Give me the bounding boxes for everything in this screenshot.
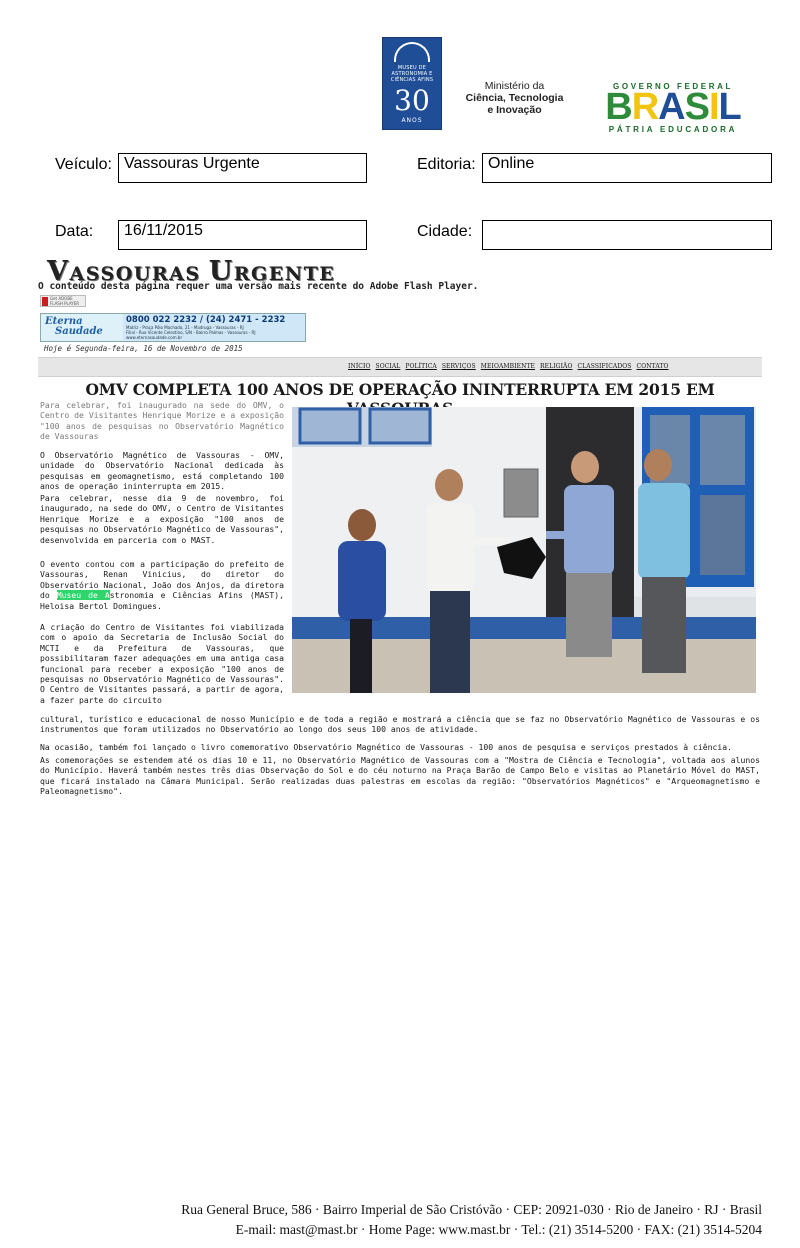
data-field: 16/11/2015 [118,220,367,250]
ad-brand: Eterna Saudade [41,314,123,341]
mast-logo-number: 30 [394,83,430,117]
vassouras-urgente-masthead: VASSOURAS URGENTE [47,256,336,287]
mast-footer [170,1200,762,1240]
flash-icon [42,297,48,306]
mcti-line-3: e Inovação [487,104,542,116]
footer-address: Rua General Bruce, 586 · Bairro Imperial de São Cristóvão · CEP: 20921-030 · Rio de Janeiro · RJ · Brasil [181,1202,762,1217]
mcti-line-1: Ministério da [484,80,545,92]
article-headline: OMV COMPLETA 100 ANOS DE OPERAÇÃO ININTERRUPTA EM 2015 EM [85,380,715,399]
nav-religiao[interactable]: RELIGIÃO [540,363,573,370]
eterna-saudade-ad [40,313,306,342]
ad-phone: 0800 022 2232 / (24) 2471 - 2232 [126,315,286,325]
article-paragraph-4: A criação do Centro de Visitantes foi viabilizada com o apoio da Secretaria de Inclusão Social do MCTI e da Prefeitura de Vassouras, que possibilitaram fazer adequações em uma antiga casa funcional para receber a exposição "100 anos de pesquisas no Observatório Magnético de Vassouras". O Centro de Visitantes passará, a partir de agora, a fazer parte do circuito [40,622,284,705]
veiculo-label: Veículo: [55,156,112,173]
governo-federal-label: GOVERNO FEDERAL [613,82,733,91]
site-nav-bar [38,357,762,377]
governo-federal-brasil-logo [592,82,754,134]
editoria-label: Editoria: [417,156,476,173]
ad-address-2: Filial - Rua Vicente Celestino, S/N - Bairro Palmas - Vassouras - RJ [126,330,256,335]
article-lead: Para celebrar, foi inaugurado na sede do OMV, o Centro de Visitantes Henrique Morize e a exposição "100 anos de pesquisas no Observatório Magnético de Vassouras [40,400,284,442]
nav-servicos[interactable]: SERVIÇOS [441,363,476,370]
flash-player-message: O conteúdo desta página requer uma versão mais recente do Adobe Flash Player. [38,281,479,292]
brasil-wordmark: BRASIL [605,86,741,128]
article-paragraph-2: Para celebrar, nesse dia 9 de novembro, foi inaugurado, na sede do OMV, o Centro de Visitantes Henrique Morize e a exposição "100 anos de pesquisas no Observatório Magnético de Vassouras", desenvolvida em parceria com o MAST. [40,493,284,545]
mast-logo-name: MUSEU DE ASTRONOMIA E CIÊNCIAS AFINS [390,65,434,84]
veiculo-field: Vassouras Urgente [118,153,367,183]
data-label: Data: [55,223,94,240]
footer-contacts: E-mail: mast@mast.br · Home Page: www.mast.br · Tel.: (21) 3514-5200 · FAX: (21) 3514-5204 [235,1222,762,1237]
mcti-logo [452,80,577,116]
article-paragraph-1: O Observatório Magnético de Vassouras - OMV, unidade do Observatório Nacional dedicada às pesquisas em geomagnetismo, está completando 100 anos de operação ininterrupta em 2015. [40,450,284,492]
nav-social[interactable]: SOCIAL [375,363,401,370]
cidade-field [482,220,772,250]
article-paragraph-5: Na ocasião, também foi lançado o livro comemorativo Observatório Magnético de Vassouras - 100 anos de pesquisa e serviços prestados à ciência. [40,742,732,752]
editoria-field: Online [482,153,772,183]
ad-site: www.eternasaudade.com.br [126,335,183,340]
nav-contato[interactable]: CONTATO [636,363,669,370]
ceremony-photo [292,407,756,693]
ad-details [123,314,305,341]
ad-address-1: Matriz - Praça Pólo Machado, 21 - Madruga - Vassouras - RJ [126,325,244,330]
date-line: Hoje é Segunda-feira, 16 de Novembro de 2015 [44,344,243,353]
mcti-line-2: Ciência, Tecnologia [465,92,564,104]
nav-inicio[interactable]: INÍCIO [348,363,371,370]
mast-30-anos-logo [382,37,442,130]
nav-classificados[interactable]: CLASSIFICADOS [577,363,632,370]
nav-meioambiente[interactable]: MEIOAMBIENTE [480,363,536,370]
get-flash-player-badge: Get ADOBE FLASH PLAYER [40,295,86,307]
mast-logo-anos: ANOS [401,116,423,124]
article-paragraph-3: O evento contou com a participação do prefeito de Vassouras, Renan Vinicius, do diretor do Observatório Nacional, João dos Anjos, da diretora do Museu de Astronomia e Ciências Afins (MAST), Heloisa Bertol Domingues. [40,559,285,611]
article-paragraph-6: As comemorações se estendem até os dias 10 e 11, no Observatório Magnético de Vassouras com a "Mostra de Ciência e Tecnologia", voltada aos alunos do Município. Haverá também nestes três dias Observação do Sol e do céu noturno na Praça Barão de Campo Belo e visitas ao Planetário Móvel do MAST, que ficará instalado na Câmara Municipal. Serão realizadas duas palestras em escolas da região: "Observatórios Magnéticos" e "Arqueomagnetismo e Paleomagnetismo". [40,755,760,797]
article-paragraph-4-continued: cultural, turístico e educacional de nosso Município e de toda a região e mostrará a ciência que se faz no Observatório Magnético de Vassouras e os instrumentos que foram utilizados no Observatório ao longo dos seus 100 anos de atividade. [40,714,760,735]
observatory-dome-icon [394,42,430,62]
highlighted-text: Museu de A [56,590,110,601]
nav-politica[interactable]: POLÍTICA [405,363,437,370]
cidade-label: Cidade: [417,223,473,240]
patria-educadora-label: PÁTRIA EDUCADORA [608,125,738,134]
